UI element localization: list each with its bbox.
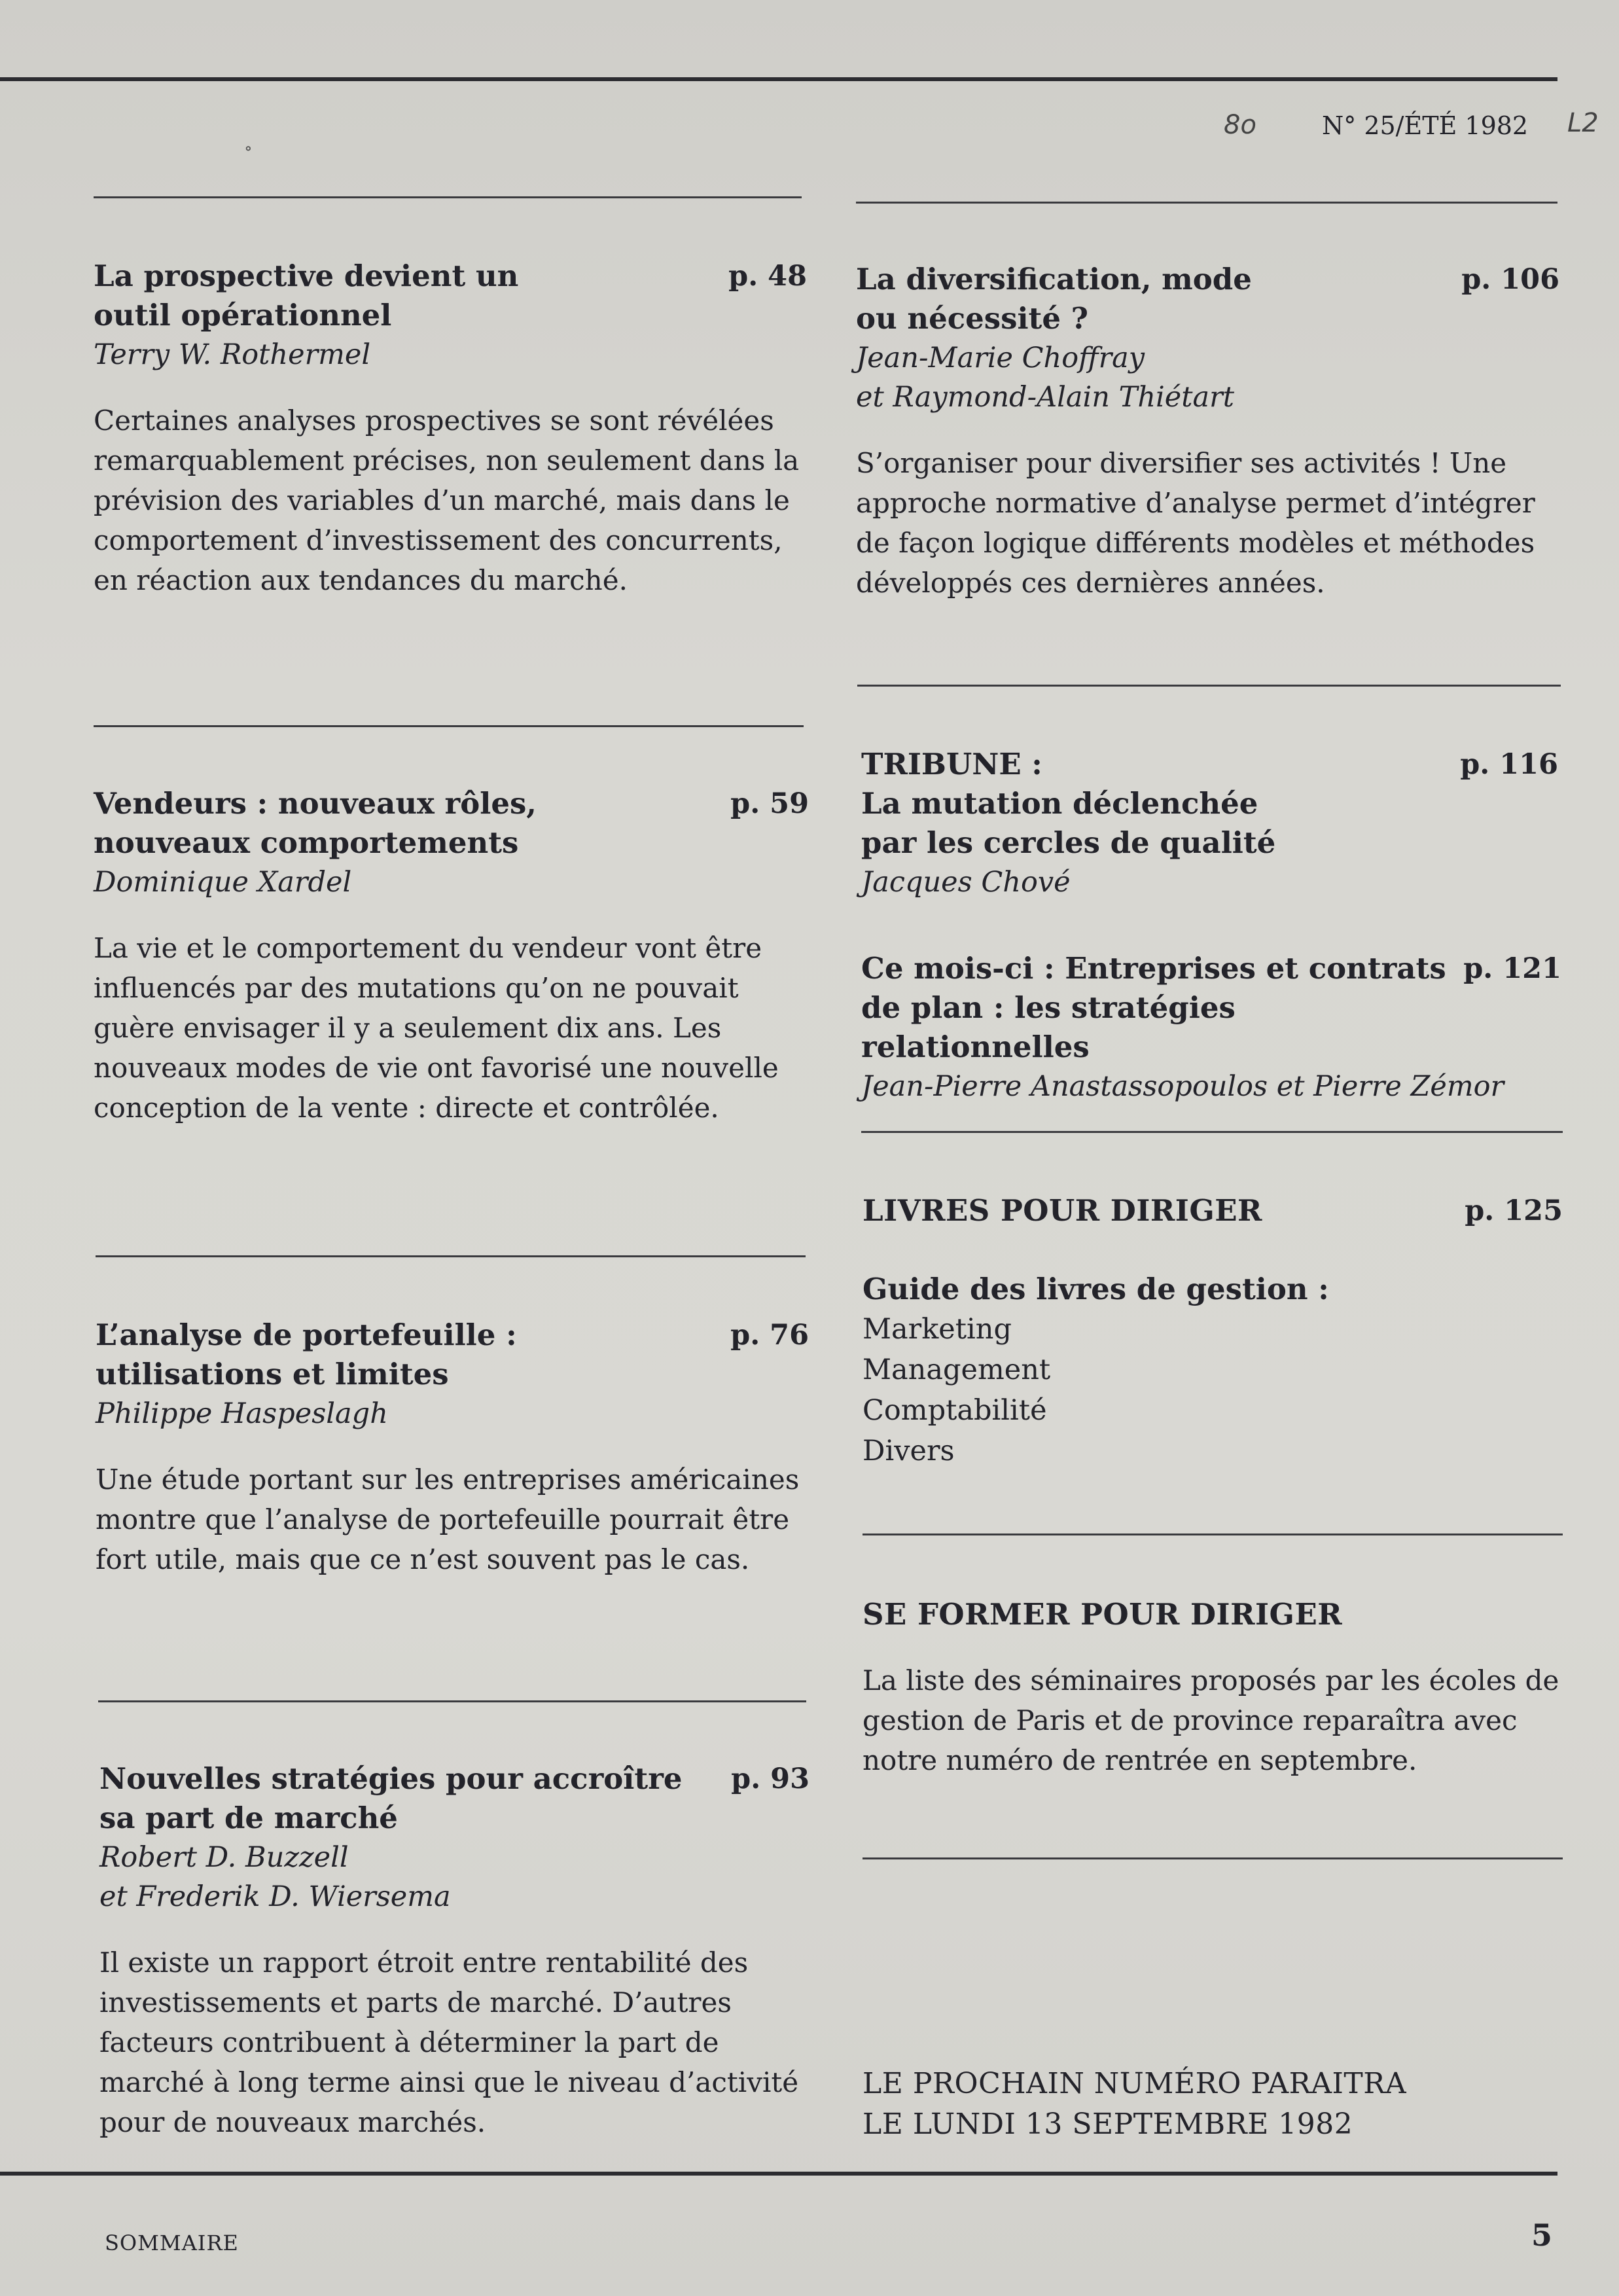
article-author: Jacques Chové — [861, 866, 1071, 899]
handwritten-note-left: 8o — [1224, 110, 1256, 140]
article-author: Robert D. Buzzell — [99, 1841, 349, 1874]
divider — [94, 196, 802, 198]
article-page: p. 93 — [731, 1763, 810, 1795]
article-title: La diversification, mode ou nécessité ? — [856, 262, 1252, 336]
article-author: Jean-Marie Choffray — [856, 342, 1145, 374]
article-entry — [99, 1759, 810, 2142]
article-page: p. 76 — [730, 1319, 809, 1352]
guide-title: Guide des livres de gestion : — [863, 1272, 1329, 1306]
article-entry — [856, 260, 1559, 603]
article-title: TRIBUNE : — [861, 747, 1042, 781]
article-page: p. 48 — [728, 260, 807, 293]
article-subtitle: La mutation déclenchée par les cercles de qualité — [861, 786, 1276, 860]
article-entry — [94, 784, 809, 1128]
article-author: Philippe Haspeslagh — [96, 1397, 388, 1430]
top-rule — [0, 77, 1557, 81]
divider — [96, 1255, 806, 1257]
divider — [856, 202, 1557, 204]
divider — [863, 1857, 1563, 1859]
section-title: SE FORMER POUR DIRIGER — [863, 1597, 1343, 1632]
article-summary: Une étude portant sur les entreprises américaines montre que l’analyse de portefeuille pourrait être fort utile, mais que ce n’est souvent pas le cas. — [96, 1463, 800, 1575]
section-footer-label: SOMMAIRE — [105, 2231, 239, 2255]
article-title: La prospective devient un outil opérationnel — [94, 259, 519, 332]
pen-mark: ∘ — [244, 139, 253, 158]
article-title: Nouvelles stratégies pour accroître sa part de marché — [99, 1761, 683, 1835]
article-page: p. 121 — [1463, 952, 1561, 985]
article-summary: Il existe un rapport étroit entre rentabilité des investissements et parts de marché. D’autres facteurs contribuent à déterminer la part de marché à long terme ainsi que le niveau d’activité pour de nouveaux marchés. — [99, 1946, 799, 2138]
next-issue-line: LE PROCHAIN NUMÉRO PARAITRA — [863, 2067, 1407, 2100]
section-text: La liste des séminaires proposés par les écoles de gestion de Paris et de province reparaîtra avec notre numéro de rentrée en septembre. — [863, 1664, 1559, 1776]
handwritten-note-right: L2 — [1567, 108, 1599, 138]
article-page: p. 59 — [730, 787, 809, 820]
article-title: L’analyse de portefeuille : utilisations et limites — [96, 1318, 517, 1391]
article-author: Dominique Xardel — [94, 866, 352, 899]
article-title: Ce mois-ci : Entreprises et contrats de plan : les stratégies relationnelles — [861, 951, 1446, 1064]
article-author: Terry W. Rothermel — [94, 338, 371, 371]
guide-item: Marketing — [863, 1313, 1012, 1346]
next-issue-line: LE LUNDI 13 SEPTEMBRE 1982 — [863, 2108, 1353, 2141]
guide-item: Management — [863, 1354, 1051, 1386]
section-page: p. 125 — [1465, 1194, 1563, 1227]
article-author: et Frederik D. Wiersema — [99, 1880, 451, 1913]
divider — [863, 1534, 1563, 1535]
page-number: 5 — [1531, 2217, 1553, 2253]
section-entry — [863, 1191, 1563, 1471]
divider — [98, 1700, 806, 1702]
section-entry — [863, 1595, 1563, 1780]
article-author: et Raymond-Alain Thiétart — [856, 381, 1234, 414]
divider — [861, 1131, 1563, 1133]
article-entry — [861, 745, 1558, 902]
issue-label: N° 25/ÉTÉ 1982 — [1322, 111, 1529, 140]
guide-item: Divers — [863, 1435, 955, 1467]
section-title: LIVRES POUR DIRIGER — [863, 1193, 1262, 1228]
divider — [857, 685, 1561, 687]
article-summary: La vie et le comportement du vendeur vont être influencés par des mutations qu’on ne pouvait guère envisager il y a seulement dix ans. Les nouveaux modes de vie ont favorisé une nouvelle conception de la vente : directe et contrôlée. — [94, 932, 779, 1124]
article-page: p. 116 — [1460, 748, 1558, 781]
article-summary: S’organiser pour diversifier ses activités ! Une approche normative d’analyse permet d’intégrer de façon logique différents modèles et méthodes développés ces dernières années. — [856, 447, 1535, 599]
article-title: Vendeurs : nouveaux rôles, nouveaux comportements — [94, 786, 537, 860]
next-issue-notice — [863, 2064, 1563, 2145]
guide-item: Comptabilité — [863, 1394, 1047, 1427]
article-entry — [861, 949, 1561, 1106]
article-author: Jean-Pierre Anastassopoulos et Pierre Zémor — [861, 1070, 1504, 1103]
article-summary: Certaines analyses prospectives se sont révélées remarquablement précises, non seulement dans la prévision des variables d’un marché, mais dans le comportement d’investissement des concurrents, en réaction aux tendances du marché. — [94, 404, 800, 596]
bottom-rule — [0, 2172, 1557, 2176]
article-entry — [96, 1316, 809, 1579]
article-entry — [94, 257, 807, 600]
article-page: p. 106 — [1461, 263, 1559, 296]
divider — [94, 725, 804, 727]
